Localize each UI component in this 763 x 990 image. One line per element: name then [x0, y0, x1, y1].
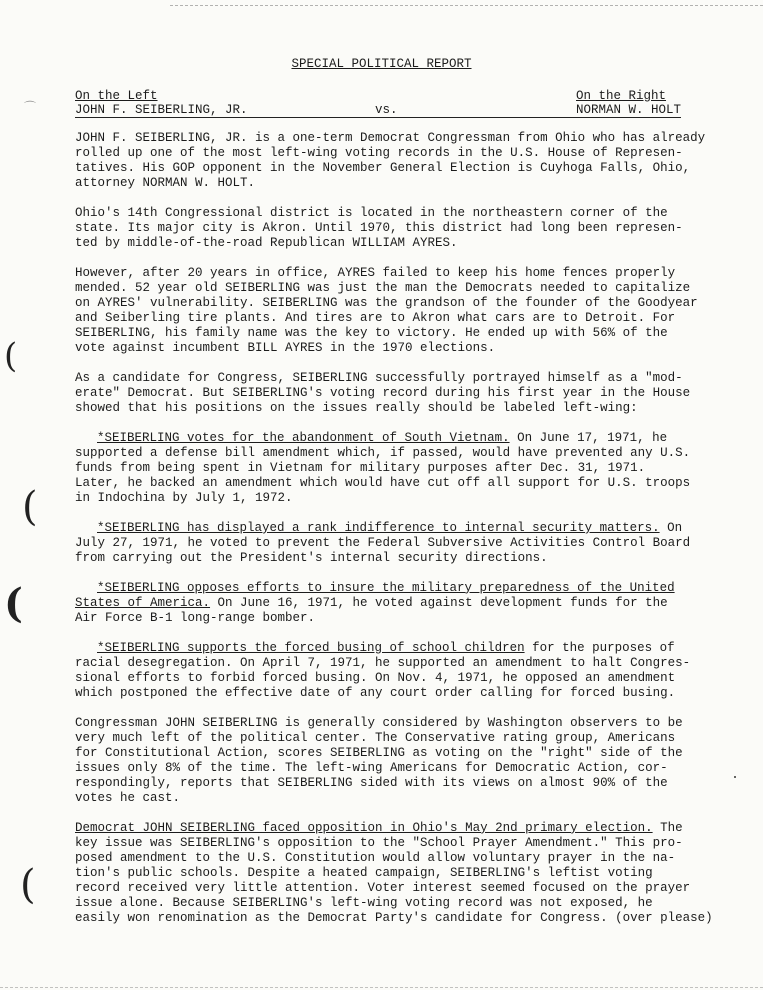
bullet-paragraph — [75, 581, 715, 626]
paragraph: Ohio's 14th Congressional district is located in the northeastern corner of the state. Its major city is Akron. Until 1970, this district had long been represen- ted by middle-of-the-road Republican WILLIAM AYRES. — [75, 205, 683, 251]
paragraph-lead: Democrat JOHN SEIBERLING faced opposition in Ohio's May 2nd primary election. — [75, 820, 653, 835]
bullet-text: On July 27, 1971, he voted to prevent the Federal Subversive Activities Control Board from carrying out the President's internal security directions. — [75, 520, 691, 566]
header-left-name: JOHN F. SEIBERLING, JR. — [75, 103, 248, 117]
bullet-paragraph — [75, 641, 715, 701]
paragraph-text: The key issue was SEIBERLING's opposition to the "School Prayer Amendment." This pro- posed amendment to the U.S. Constitution would allow voluntary prayer in the na- tion's public schools. Despite a heated campaign, SEIBERLING's leftist voting record received very little attention. Voter interest seemed focused on the prayer issue alone. Because SEIBERLING's left-wing voting record was not exposed, he easily won renomination as the Democrat Party's candidate for Congress. (over please) — [75, 820, 713, 926]
bullet-lead: *SEIBERLING supports the forced busing of school children — [97, 640, 525, 655]
punch-hole-mark-icon: ( — [22, 484, 38, 530]
bullet-paragraph — [75, 431, 715, 506]
page-title — [0, 57, 763, 71]
report-body — [75, 131, 715, 941]
scan-speck — [734, 776, 736, 778]
punch-hole-mark-icon: ( — [4, 336, 18, 376]
paragraph: However, after 20 years in office, AYRES failed to keep his home fences properly mended. 52 year old SEIBERLING was just the man the Democrats needed to capitalize on AYRES' vulnerability. SEIBERLING was the grandson of the founder of the Goodyear and Seiberling tire plants. And tires are to Akron what cars are to Detroit. For SEIBERLING, his family name was the key to victory. He ended up with 56% of the vote against incumbent BILL AYRES in the 1970 elections. — [75, 265, 698, 356]
punch-hole-mark-icon: ( — [4, 580, 23, 627]
bullet-text: On June 17, 1971, he supported a defense bill amendment which, if passed, would have prevented any U.S. funds from being spent in Vietnam for military purposes after Dec. 31, 1971. Later, he backed an amendment which would have cut off all support for U.S. troops in Indochina by July 1, 1972. — [75, 430, 691, 506]
header-left — [75, 89, 248, 117]
bullet-text: On June 16, 1971, he voted against development funds for the Air Force B-1 long-range bomber. — [75, 595, 668, 625]
header-right-label: On the Right — [576, 89, 667, 103]
bullet-lead: *SEIBERLING votes for the abandonment of South Vietnam. — [97, 430, 510, 445]
page-title-text: SPECIAL POLITICAL REPORT — [291, 57, 472, 71]
header-right — [576, 89, 681, 117]
header-rule — [75, 117, 681, 118]
header-vs: vs. — [375, 103, 398, 117]
scan-edge-top — [170, 0, 763, 6]
header-left-label: On the Left — [75, 89, 158, 103]
paragraph: As a candidate for Congress, SEIBERLING successfully portrayed himself as a "mod- erate" Democrat. But SEIBERLING's voting record during his first year in the House showed that his positions on the issues really should be labeled left-wing: — [75, 371, 691, 416]
punch-mark-icon: ⌒ — [24, 100, 37, 114]
header-right-name: NORMAN W. HOLT — [576, 103, 682, 117]
bullet-text: for the purposes of racial desegregation. On April 7, 1971, he supported an amendment to halt Congres- sional efforts to forbid forced busing. On Nov. 4, 1971, he opposed an amendment which postponed the effective date of any court order calling for forced busing. — [75, 640, 691, 700]
paragraph — [75, 821, 715, 927]
paragraph: Congressman JOHN SEIBERLING is generally considered by Washington observers to be very much left of the political center. The Conservative rating group, Americans for Constitutional Action, scores SEIBERLING as voting on the "right" side of the issues only 8% of the time. The left-wing Americans for Democratic Action, cor- respondingly, reports that SEIBERLING sided with its views on almost 90% of the votes he cast. — [75, 715, 683, 806]
punch-hole-mark-icon: ( — [20, 862, 36, 908]
bullet-paragraph — [75, 521, 715, 566]
paragraph: JOHN F. SEIBERLING, JR. is a one-term Democrat Congressman from Ohio who has already rolled up one of the most left-wing voting records in the U.S. House of Represen- tatives. His GOP opponent in the November General Election is Cuyhoga Falls, Ohio, attorney NORMAN W. HOLT. — [75, 131, 706, 191]
bullet-lead: *SEIBERLING opposes efforts to insure the military preparedness of the United States of America. — [75, 580, 675, 610]
bullet-lead: *SEIBERLING has displayed a rank indifference to internal security matters. — [97, 520, 660, 535]
